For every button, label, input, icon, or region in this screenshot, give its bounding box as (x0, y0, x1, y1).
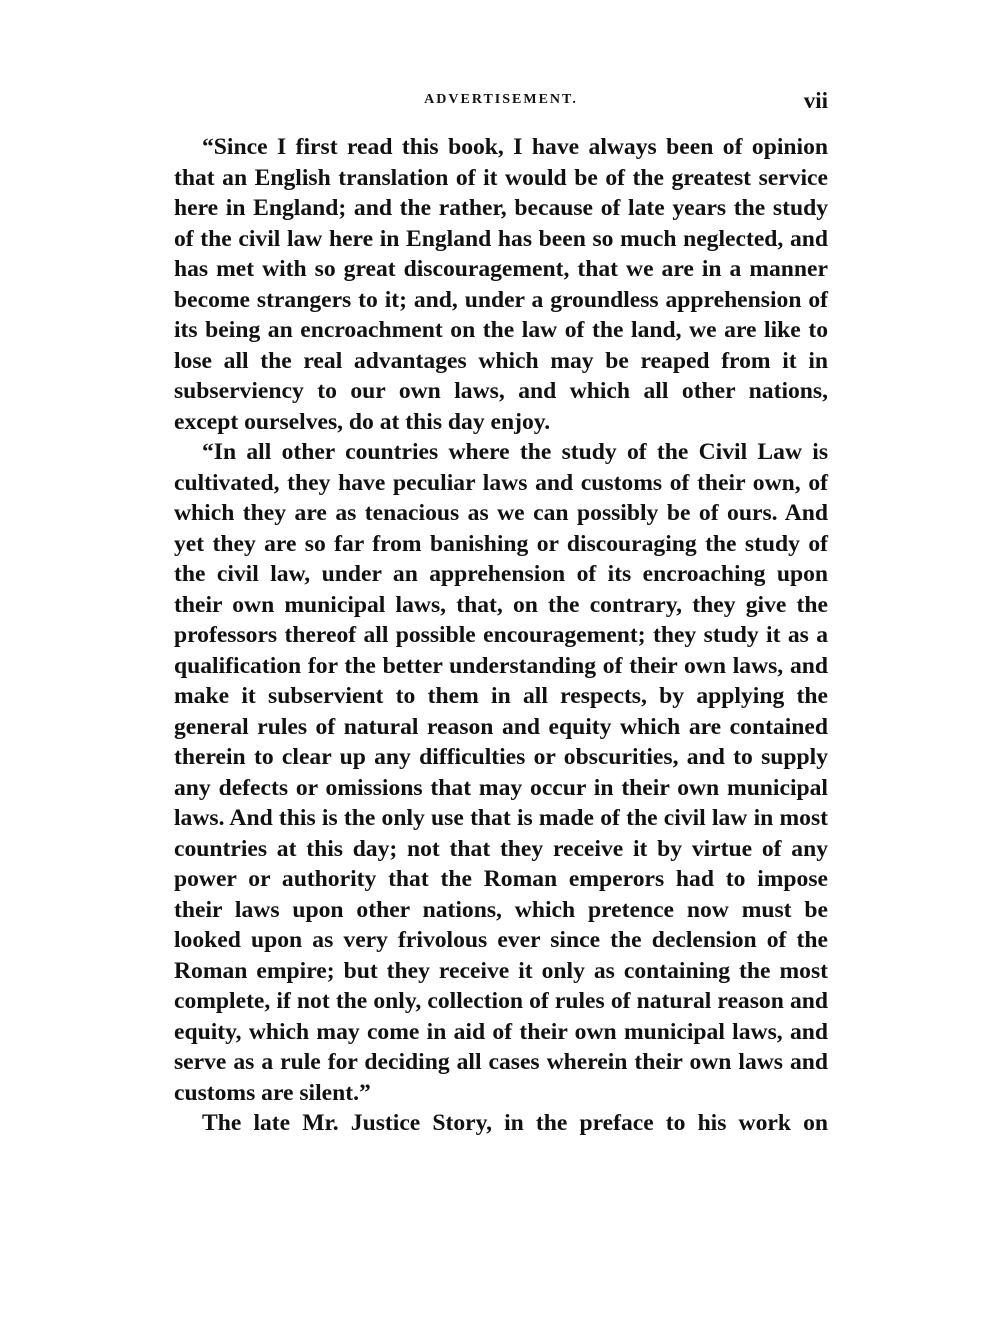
book-page (174, 88, 828, 1139)
running-head (174, 88, 828, 122)
body-text (174, 132, 828, 1139)
paragraph-quote-2: “In all other countries where the study of the Civil Law is cultivated, they have peculiar laws and customs of their own, of which they are as tenacious as we can possibly be of ours. And yet they are so far from banishing or discouraging the study of the civil law, under an apprehension of its encroaching upon their own municipal laws, that, on the contrary, they give the professors thereof all possible encouragement; they study it as a qualification for the better understanding of their own laws, and make it subservient to them in all respects, by applying the general rules of natural reason and equity which are contained therein to clear up any difficulties or obscurities, and to supply any defects or omissions that may occur in their own municipal laws. And this is the only use that is made of the civil law in most countries at this day; not that they receive it by virtue of any power or authority that the Roman emperors had to impose their laws upon other nations, which pretence now must be looked upon as very frivolous ever since the declension of the Roman empire; but they receive it only as containing the most complete, if not the only, collection of rules of natural reason and equity, which may come in aid of their own municipal laws, and serve as a rule for deciding all cases wherein their own laws and customs are silent.” (174, 439, 828, 1106)
running-title: ADVERTISEMENT. (424, 92, 578, 107)
paragraph-quote-1: “Since I first read this book, I have always been of opinion that an English translation of it would be of the greatest service here in England; and the rather, because of late years the study of the civil law here in England has been so much neglected, and has met with so great discouragement, that we are in a manner become strangers to it; and, under a groundless apprehension of its being an encroachment on the law of the land, we are like to lose all the real advantages which may be reaped from it in subserviency to our own laws, and which all other nations, except ourselves, do at this day enjoy. (174, 134, 828, 435)
page-number: vii (803, 88, 828, 113)
paragraph-story: The late Mr. Justice Story, in the preface to his work on (202, 1110, 828, 1136)
